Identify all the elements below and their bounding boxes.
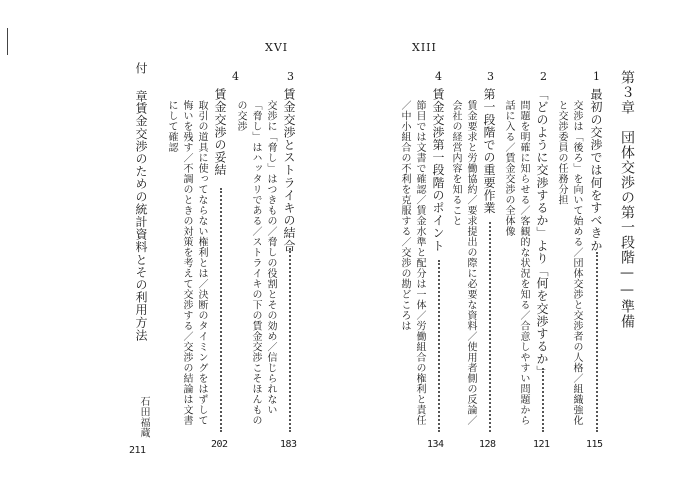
section-title: 最初の交渉では何をすべきか	[589, 88, 603, 252]
leader-dots	[438, 260, 441, 432]
section-number: 1	[593, 70, 600, 83]
section-summary-line: 会社の経営内容を知ること	[450, 100, 461, 226]
section-summary-line: ／中小組合の不利を克服する／交渉の勘どころは	[399, 100, 410, 331]
page-number-right: XIII	[412, 41, 437, 54]
section-title: 賃金交渉の妥結	[213, 88, 227, 177]
appendix-label: 付 章	[134, 62, 148, 104]
section-title: 賃金交渉とストライキの結合	[282, 88, 296, 252]
appendix-title: 賃金交渉のための統計資料とその利用方法	[134, 102, 148, 342]
section-number: 3	[487, 70, 494, 83]
section-summary-line: 「脅し」はハッタリである／ストライキの下の賃金交渉こそほんもの	[250, 100, 261, 426]
page-edge-mark	[7, 28, 8, 55]
section-summary-line: 交渉は「後ろ」を向いて始める／団体交渉と交渉者の人格／組織強化	[571, 100, 582, 426]
section-summary-line: 悔いを残す／不調のときの対策を考えて交渉する／交渉の結論は文書	[181, 100, 192, 426]
section-summary-line: 取引の道具に使ってならない権利とは／決断のタイミングをはずして	[196, 100, 207, 426]
appendix-author: 石田福蔵	[138, 396, 149, 438]
leader-dots	[489, 222, 492, 432]
page-ref: 134	[427, 439, 444, 450]
section-summary-line: 問題を明確に知らせる／客観的な状況を知る／合意しやすい問題から	[518, 100, 529, 426]
chapter-title: 第３章 団体交渉の第一段階——準備	[619, 70, 635, 329]
leader-dots	[596, 252, 599, 432]
page-ref: 211	[129, 445, 146, 456]
leader-dots	[289, 248, 292, 432]
page-ref: 128	[479, 439, 496, 450]
page-number-left: XVI	[265, 41, 289, 54]
leader-dots	[220, 188, 223, 432]
page-ref: 115	[586, 439, 603, 450]
section-summary-line: 賃金要求と労働協約／要求提出の際に必要な資料／使用者側の反論／	[465, 100, 476, 426]
section-title: 第一段階での重要作業	[482, 88, 496, 214]
section-summary-line: 節目では文書で確認／賃金水準と配分は一体／労働組合の権利と責任	[414, 100, 425, 426]
section-number: 4	[232, 70, 239, 83]
section-summary-line: 交渉に「脅し」はつきもの／脅しの役割とその効め／信じられない	[265, 100, 276, 415]
section-summary-line: 話に入る／賃金交渉の全体像	[503, 100, 514, 237]
page-ref: 121	[533, 439, 550, 450]
section-number: 3	[287, 70, 294, 83]
leader-dots	[542, 368, 545, 432]
section-summary-line: の交渉	[235, 100, 246, 132]
section-summary-line: と交渉委員の任務分担	[556, 100, 567, 205]
section-number: 2	[540, 70, 547, 83]
section-title: 「どのように交渉するか」より「何を交渉するか」	[535, 88, 549, 378]
section-number: 4	[435, 70, 442, 83]
page-ref: 202	[211, 439, 228, 450]
section-title: 賃金交渉第一段階のポイント	[431, 88, 445, 252]
section-summary-line: にして確認	[166, 100, 177, 153]
page-ref: 183	[280, 439, 297, 450]
